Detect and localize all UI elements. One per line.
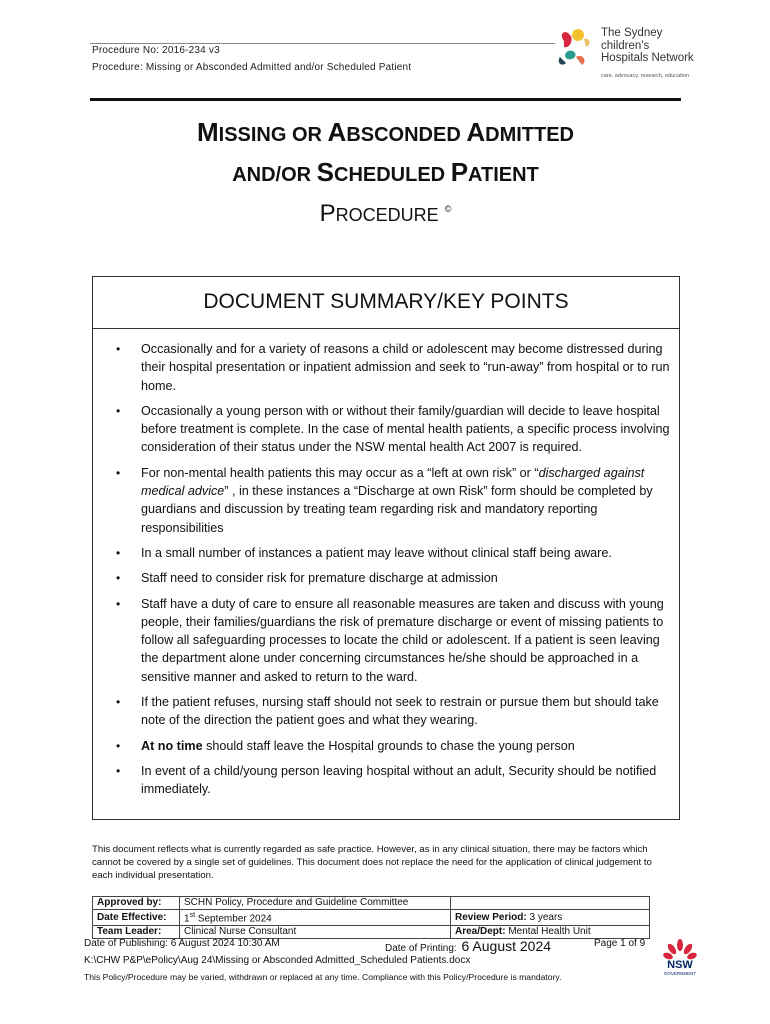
point-strong: At no time [141, 738, 203, 753]
effective-month: September 2024 [195, 913, 272, 925]
list-item [104, 464, 674, 537]
title-word: CHEDULED [334, 164, 451, 186]
leader-value: Clinical Nurse Consultant [180, 926, 451, 939]
effective-value [180, 910, 451, 926]
document-metadata-table [92, 896, 650, 939]
point-text: If the patient refuses, nursing staff should not seek to restrain or pursue them but should take note of the direction the patient goes and what they wearing. [141, 695, 659, 728]
empty-cell [451, 897, 650, 910]
list-item [104, 569, 674, 587]
title-word: DMITTED [485, 124, 575, 146]
document-title-line-2 [90, 157, 681, 188]
summary-heading: DOCUMENT SUMMARY/KEY POINTS [92, 276, 680, 329]
title-word: AND/OR [232, 164, 317, 186]
key-points-list [104, 340, 674, 806]
printing-value: 6 August 2024 [461, 938, 552, 954]
list-item [104, 402, 674, 457]
point-text: ” , in these instances a “Discharge at own Risk” form should be completed by guardians and discussion by treating team regarding risk and mandatory reporting responsibilities [141, 484, 653, 535]
printing-label: Date of Printing: [385, 943, 457, 954]
procedure-number: Procedure No: 2016-234 v3 [92, 45, 220, 56]
title-cap: M [196, 117, 219, 147]
title-cap: A [327, 117, 347, 147]
list-item [104, 595, 674, 686]
approved-label: Approved by: [93, 897, 180, 910]
list-item [104, 762, 674, 799]
disclaimer: This document reflects what is currently regarded as safe practice. However, as in any clinical situation, there may be factors which cannot be covered by a single set of guidelines. This document does not replace the need for the application of clinical judgement to each individual presentation. [92, 844, 652, 881]
copyright-mark: © [444, 204, 452, 214]
logo-tagline: care, advocacy, research, education [601, 73, 689, 79]
date-of-printing [385, 938, 551, 954]
procedure-name: Procedure: Missing or Absconded Admitted and/or Scheduled Patient [92, 62, 412, 73]
area-cell [451, 926, 650, 939]
leader-label: Team Leader: [93, 926, 180, 939]
compliance-note: This Policy/Procedure may be varied, withdrawn or replaced at any time. Compliance with this Policy/Procedure is mandatory. [84, 972, 562, 982]
logo-line-1: The Sydney [601, 27, 663, 39]
document-type [90, 200, 681, 228]
nsw-government-text: GOVERNMENT [663, 971, 697, 976]
list-item [104, 340, 674, 395]
bullet-icon: • [116, 571, 121, 586]
table-row [93, 926, 650, 939]
title-word: ISSING OR [218, 124, 328, 146]
bullet-icon: • [116, 596, 121, 611]
bullet-icon: • [116, 695, 121, 710]
point-text: should staff leave the Hospital grounds to chase the young person [202, 738, 575, 753]
bullet-icon: • [116, 342, 121, 356]
point-text: Occasionally and for a variety of reasons a child or adolescent may become distressed during their hospital presentation or inpatient admission and seek to “run-away” from hospital or to run home. [141, 342, 670, 393]
page-number: Page 1 of 9 [594, 938, 646, 949]
file-path: K:\CHW P&P\ePolicy\Aug 24\Missing or Absconded Admitted_Scheduled Patients.docx [84, 955, 471, 966]
bullet-icon: • [116, 403, 121, 418]
title-word: BSCONDED [346, 124, 467, 146]
logo-line-3: Hospitals Network [601, 52, 694, 64]
point-text: In event of a child/young person leaving hospital without an adult, Security should be notified immediately. [141, 763, 657, 797]
table-row [93, 897, 650, 910]
point-text: For non-mental health patients this may occur as a “left at own risk” or “ [141, 465, 539, 480]
bullet-icon: • [116, 738, 121, 753]
subtitle-word: ROCEDURE [335, 205, 439, 225]
point-text: In a small number of instances a patient may leave without clinical staff being aware. [141, 545, 612, 560]
bullet-icon: • [116, 465, 121, 480]
title-rule [90, 98, 681, 101]
logo-wordmark [601, 27, 694, 65]
bullet-icon: • [116, 545, 121, 560]
review-cell [451, 910, 650, 926]
list-item [104, 693, 674, 730]
point-text: Staff need to consider risk for premature discharge at admission [141, 571, 498, 586]
title-cap: S [316, 157, 335, 187]
effective-day: 1 [184, 913, 190, 925]
title-cap: A [466, 117, 486, 147]
bullet-icon: • [116, 763, 121, 778]
date-of-publishing: Date of Publishing: 6 August 2024 10:30 AM [84, 938, 280, 949]
effective-label: Date Effective: [93, 910, 180, 926]
review-label: Review Period: [455, 911, 527, 923]
table-row [93, 910, 650, 926]
nsw-wordmark: NSW [667, 959, 693, 971]
list-item [104, 737, 674, 755]
title-cap: P [450, 157, 469, 187]
logo-line-2: children's [601, 39, 650, 52]
point-text: Staff have a duty of care to ensure all reasonable measures are taken and discuss with young people, their families/guardians the risk of premature discharge or event of missing patients to follow all safeguarding processes to locate the child or adolescent. If a patient is seen leaving the department alone under concerning circumstances he/she should be approached in a sensitive manner and asked to return to the ward. [141, 596, 664, 684]
point-emphasis: discharged against medical advice [141, 465, 645, 499]
document-title-line-1 [90, 117, 681, 148]
approved-value: SCHN Policy, Procedure and Guideline Committee [180, 897, 451, 910]
review-value: 3 years [526, 911, 563, 923]
point-text: Occasionally a young person with or without their family/guardian will decide to leave hospital before treatment is complete. In the case of mental health patients, a specific process involving consideration of their status under the NSW mental health Act 2007 is required. [141, 403, 670, 455]
area-value: Mental Health Unit [505, 926, 591, 938]
list-item [104, 544, 674, 562]
area-label: Area/Dept: [455, 926, 506, 938]
title-word: ATIENT [468, 164, 539, 186]
header-rule [90, 43, 555, 44]
subtitle-cap: P [319, 200, 336, 227]
effective-suffix: st [189, 912, 196, 919]
